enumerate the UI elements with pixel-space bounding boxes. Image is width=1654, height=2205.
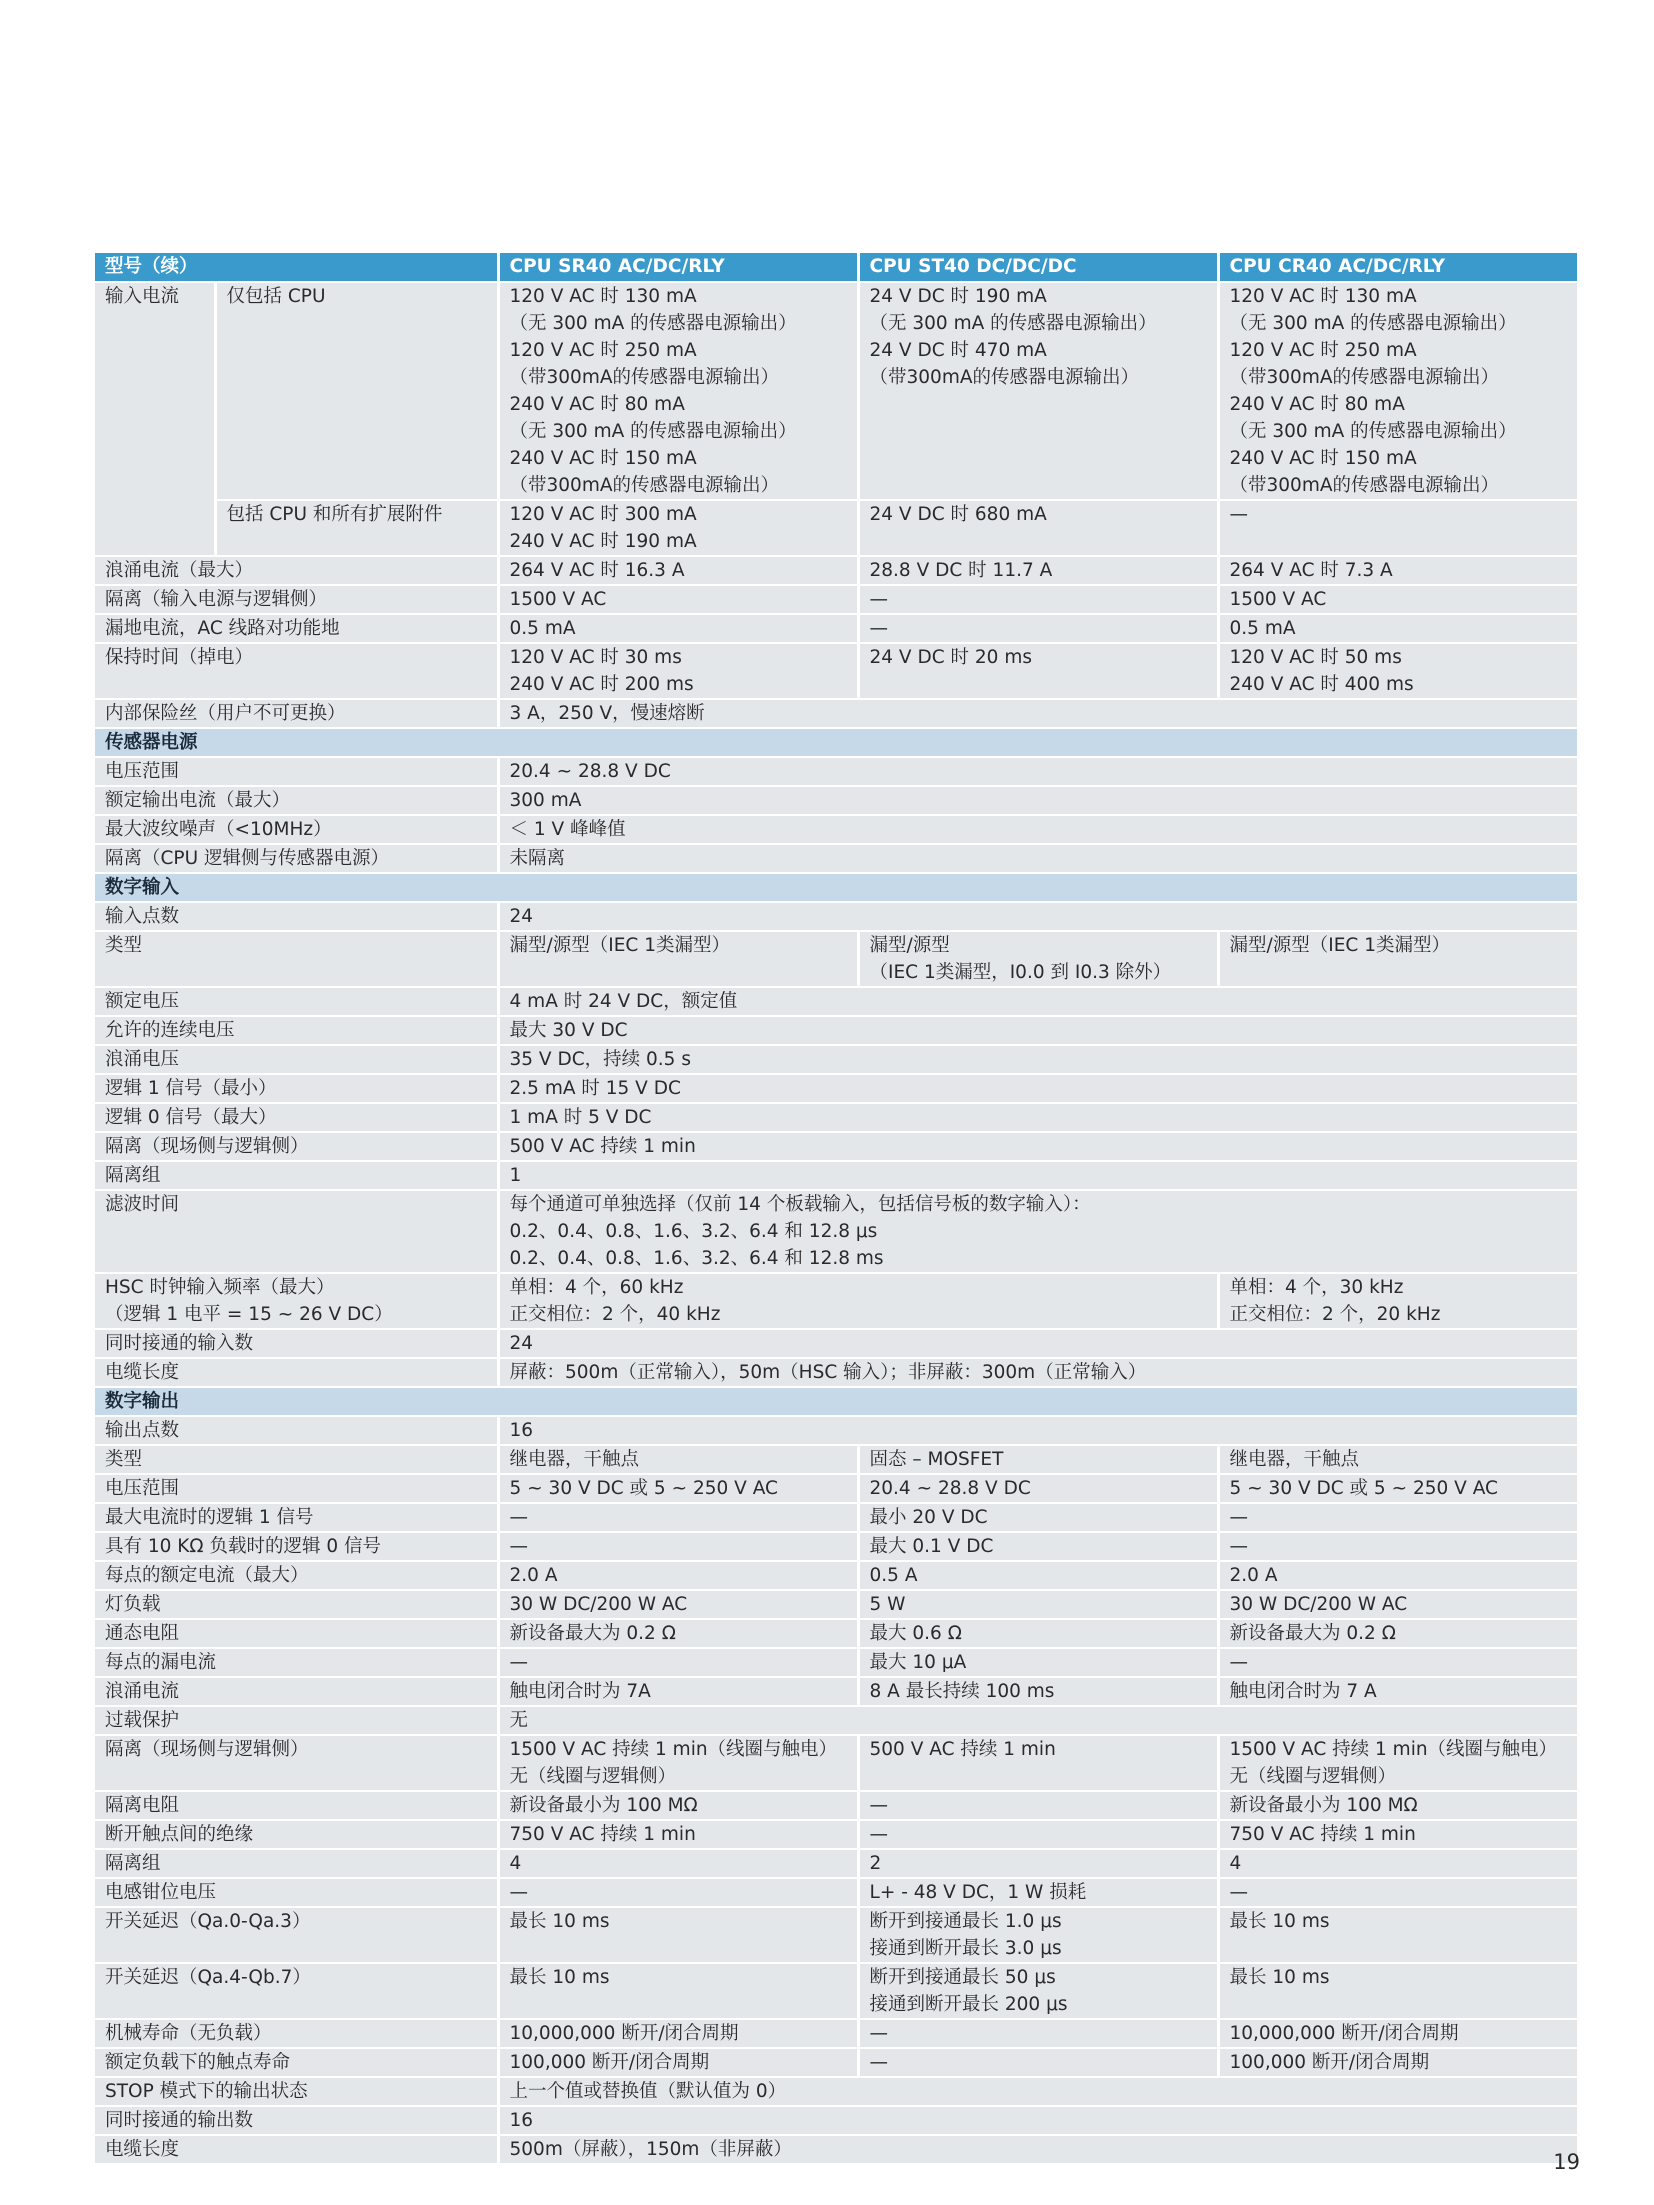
row-value: 5 ~ 30 V DC 或 5 ~ 250 V AC: [1218, 1474, 1577, 1503]
row-value: 1500 V AC: [1218, 585, 1577, 614]
row-value: 750 V AC 持续 1 min: [1218, 1820, 1577, 1849]
table-row: [95, 1416, 1577, 1445]
row-value: 固态 – MOSFET: [858, 1445, 1218, 1474]
table-row: [95, 1735, 1577, 1791]
row-label: HSC 时钟输入频率（最大） （逻辑 1 电平 = 15 ~ 26 V DC）: [95, 1273, 498, 1329]
table-row: [95, 1329, 1577, 1358]
row-value: 2.0 A: [1218, 1561, 1577, 1590]
table-row: [95, 282, 1577, 500]
row-value: 300 mA: [498, 786, 1577, 815]
row-value: 触电闭合时为 7A: [498, 1677, 858, 1706]
table-row: [95, 1503, 1577, 1532]
row-label: 灯负载: [95, 1590, 498, 1619]
row-label: 隔离（现场侧与逻辑侧）: [95, 1132, 498, 1161]
row-value: 触电闭合时为 7 A: [1218, 1677, 1577, 1706]
row-value: —: [498, 1532, 858, 1561]
row-value: 16: [498, 2106, 1577, 2135]
table-row: [95, 699, 1577, 728]
row-label: 断开触点间的绝缘: [95, 1820, 498, 1849]
row-value: 最大 30 V DC: [498, 1016, 1577, 1045]
row-value: 漏型/源型（IEC 1类漏型）: [1218, 931, 1577, 987]
row-label: 输入电流: [95, 282, 215, 556]
row-value: 500 V AC 持续 1 min: [498, 1132, 1577, 1161]
row-value: 新设备最大为 0.2 Ω: [1218, 1619, 1577, 1648]
row-value: 2.5 mA 时 15 V DC: [498, 1074, 1577, 1103]
row-label: 通态电阻: [95, 1619, 498, 1648]
table-row: [95, 1619, 1577, 1648]
row-value: —: [498, 1503, 858, 1532]
table-row: [95, 1590, 1577, 1619]
table-row: [95, 1820, 1577, 1849]
row-value: 继电器，干触点: [498, 1445, 858, 1474]
table-row: [95, 556, 1577, 585]
table-row: [95, 1706, 1577, 1735]
page-number: 19: [1553, 2150, 1580, 2174]
row-label: 隔离（输入电源与逻辑侧）: [95, 585, 498, 614]
table-row: [95, 1103, 1577, 1132]
row-label: 开关延迟（Qa.0-Qa.3）: [95, 1907, 498, 1963]
row-label: 隔离电阻: [95, 1791, 498, 1820]
row-value: ＜ 1 V 峰峰值: [498, 815, 1577, 844]
table-row: [95, 643, 1577, 699]
row-label: 逻辑 0 信号（最大）: [95, 1103, 498, 1132]
row-value: —: [858, 2019, 1218, 2048]
row-value: —: [858, 1791, 1218, 1820]
row-value: 5 W: [858, 1590, 1218, 1619]
row-value: 100,000 断开/闭合周期: [498, 2048, 858, 2077]
row-value: 新设备最小为 100 MΩ: [498, 1791, 858, 1820]
row-value: 0.5 mA: [498, 614, 858, 643]
row-value: 最大 10 μA: [858, 1648, 1218, 1677]
table-row: [95, 1561, 1577, 1590]
table-row: [95, 1791, 1577, 1820]
row-value: —: [1218, 1648, 1577, 1677]
row-value: L+ - 48 V DC，1 W 损耗: [858, 1878, 1218, 1907]
table-row: [95, 815, 1577, 844]
table-row: [95, 1016, 1577, 1045]
row-label: 漏地电流，AC 线路对功能地: [95, 614, 498, 643]
row-value: 30 W DC/200 W AC: [498, 1590, 858, 1619]
table-row: [95, 1132, 1577, 1161]
table-row: [95, 500, 1577, 556]
row-value: 最长 10 ms: [498, 1907, 858, 1963]
row-label: 每点的漏电流: [95, 1648, 498, 1677]
row-value: 最大 0.1 V DC: [858, 1532, 1218, 1561]
table-row: [95, 2048, 1577, 2077]
row-value: 未隔离: [498, 844, 1577, 873]
row-value: —: [1218, 1503, 1577, 1532]
row-value: 120 V AC 时 130 mA （无 300 mA 的传感器电源输出） 120 V AC 时 250 mA （带300mA的传感器电源输出） 240 V AC 时 80 mA （无 300 mA 的传感器电源输出） 240 V AC 时 150 mA （带300mA的传感器电源输出）: [498, 282, 858, 500]
header-col-st40: CPU ST40 DC/DC/DC: [858, 253, 1218, 282]
row-value: 24 V DC 时 190 mA （无 300 mA 的传感器电源输出） 24 V DC 时 470 mA （带300mA的传感器电源输出）: [858, 282, 1218, 500]
table-row: [95, 1532, 1577, 1561]
row-value: 3 A，250 V，慢速熔断: [498, 699, 1577, 728]
row-value: 2: [858, 1849, 1218, 1878]
table-row: [95, 987, 1577, 1016]
row-label: 电感钳位电压: [95, 1878, 498, 1907]
section-title: 传感器电源: [95, 728, 1577, 757]
table-row: [95, 902, 1577, 931]
row-value: 16: [498, 1416, 1577, 1445]
row-value: 5 ~ 30 V DC 或 5 ~ 250 V AC: [498, 1474, 858, 1503]
section-row: [95, 1387, 1577, 1416]
row-value: 最小 20 V DC: [858, 1503, 1218, 1532]
row-label: 浪涌电流（最大）: [95, 556, 498, 585]
row-value: 24: [498, 1329, 1577, 1358]
row-value: 30 W DC/200 W AC: [1218, 1590, 1577, 1619]
row-value: 28.8 V DC 时 11.7 A: [858, 556, 1218, 585]
header-col-cr40: CPU CR40 AC/DC/RLY: [1218, 253, 1577, 282]
row-value: 屏蔽：500m（正常输入），50m（HSC 输入）；非屏蔽：300m（正常输入）: [498, 1358, 1577, 1387]
row-label: 滤波时间: [95, 1190, 498, 1273]
table-row: [95, 1190, 1577, 1273]
row-label: 逻辑 1 信号（最小）: [95, 1074, 498, 1103]
row-label: 允许的连续电压: [95, 1016, 498, 1045]
row-value: —: [1218, 1532, 1577, 1561]
table-row: [95, 614, 1577, 643]
table-row: [95, 931, 1577, 987]
row-label: 输出点数: [95, 1416, 498, 1445]
row-label: 额定电压: [95, 987, 498, 1016]
spec-table: [95, 253, 1577, 2163]
table-row: [95, 2106, 1577, 2135]
table-row: [95, 1677, 1577, 1706]
table-row: [95, 1074, 1577, 1103]
table-row: [95, 585, 1577, 614]
row-label: 电缆长度: [95, 2135, 498, 2163]
row-label: 过载保护: [95, 1706, 498, 1735]
row-value: 1 mA 时 5 V DC: [498, 1103, 1577, 1132]
table-row: [95, 1358, 1577, 1387]
table-row: [95, 786, 1577, 815]
row-label: 浪涌电流: [95, 1677, 498, 1706]
row-value: 新设备最小为 100 MΩ: [1218, 1791, 1577, 1820]
spec-table-body: [95, 282, 1577, 2163]
row-value: 单相：4 个，30 kHz 正交相位：2 个，20 kHz: [1218, 1273, 1577, 1329]
row-label: 隔离组: [95, 1161, 498, 1190]
row-value: 无: [498, 1706, 1577, 1735]
row-label: 额定输出电流（最大）: [95, 786, 498, 815]
row-label: 保持时间（掉电）: [95, 643, 498, 699]
table-row: [95, 2135, 1577, 2163]
row-sublabel: 包括 CPU 和所有扩展附件: [215, 500, 498, 556]
table-header-row: [95, 253, 1577, 282]
row-value: 最长 10 ms: [498, 1963, 858, 2019]
row-value: —: [858, 614, 1218, 643]
header-model-label: 型号（续）: [95, 253, 498, 282]
row-label: 最大波纹噪声（<10MHz）: [95, 815, 498, 844]
row-value: 断开到接通最长 1.0 μs 接通到断开最长 3.0 μs: [858, 1907, 1218, 1963]
row-value: 100,000 断开/闭合周期: [1218, 2048, 1577, 2077]
row-label: 类型: [95, 931, 498, 987]
row-label: 隔离（CPU 逻辑侧与传感器电源）: [95, 844, 498, 873]
row-value: 上一个值或替换值（默认值为 0）: [498, 2077, 1577, 2106]
row-label: 最大电流时的逻辑 1 信号: [95, 1503, 498, 1532]
row-value: —: [1218, 500, 1577, 556]
row-value: 24: [498, 902, 1577, 931]
row-value: 最大 0.6 Ω: [858, 1619, 1218, 1648]
row-value: —: [1218, 1878, 1577, 1907]
row-value: 断开到接通最长 50 μs 接通到断开最长 200 μs: [858, 1963, 1218, 2019]
row-value: —: [858, 585, 1218, 614]
row-value: —: [858, 1820, 1218, 1849]
table-row: [95, 1445, 1577, 1474]
row-value: 4: [1218, 1849, 1577, 1878]
table-row: [95, 1161, 1577, 1190]
row-label: 额定负载下的触点寿命: [95, 2048, 498, 2077]
row-value: —: [858, 2048, 1218, 2077]
row-label: 同时接通的输入数: [95, 1329, 498, 1358]
row-value: 8 A 最长持续 100 ms: [858, 1677, 1218, 1706]
row-label: 输入点数: [95, 902, 498, 931]
row-value: 500 V AC 持续 1 min: [858, 1735, 1218, 1791]
row-value: 4 mA 时 24 V DC，额定值: [498, 987, 1577, 1016]
row-value: 最长 10 ms: [1218, 1963, 1577, 2019]
row-value: —: [498, 1648, 858, 1677]
table-row: [95, 1849, 1577, 1878]
row-label: 内部保险丝（用户不可更换）: [95, 699, 498, 728]
header-col-sr40: CPU SR40 AC/DC/RLY: [498, 253, 858, 282]
row-value: 1500 V AC 持续 1 min（线圈与触电） 无（线圈与逻辑侧）: [498, 1735, 858, 1791]
row-label: 开关延迟（Qa.4-Qb.7）: [95, 1963, 498, 2019]
row-label: 电压范围: [95, 1474, 498, 1503]
row-label: 隔离（现场侧与逻辑侧）: [95, 1735, 498, 1791]
row-value: 每个通道可单独选择（仅前 14 个板载输入，包括信号板的数字输入）： 0.2、0.4、0.8、1.6、3.2、6.4 和 12.8 μs 0.2、0.4、0.8、1.6、3.2、6.4 和 12.8 ms: [498, 1190, 1577, 1273]
row-value: 24 V DC 时 20 ms: [858, 643, 1218, 699]
row-value: —: [498, 1878, 858, 1907]
row-label: STOP 模式下的输出状态: [95, 2077, 498, 2106]
row-label: 电压范围: [95, 757, 498, 786]
table-row: [95, 1963, 1577, 2019]
table-row: [95, 1907, 1577, 1963]
row-value: 继电器，干触点: [1218, 1445, 1577, 1474]
row-label: 机械寿命（无负载）: [95, 2019, 498, 2048]
row-value: 35 V DC，持续 0.5 s: [498, 1045, 1577, 1074]
row-value: 120 V AC 时 300 mA 240 V AC 时 190 mA: [498, 500, 858, 556]
section-title: 数字输出: [95, 1387, 1577, 1416]
row-value: 漏型/源型 （IEC 1类漏型，I0.0 到 I0.3 除外）: [858, 931, 1218, 987]
row-value: 20.4 ~ 28.8 V DC: [858, 1474, 1218, 1503]
row-label: 电缆长度: [95, 1358, 498, 1387]
table-row: [95, 1648, 1577, 1677]
row-label: 同时接通的输出数: [95, 2106, 498, 2135]
row-label: 类型: [95, 1445, 498, 1474]
table-row: [95, 1878, 1577, 1907]
row-value: 120 V AC 时 130 mA （无 300 mA 的传感器电源输出） 120 V AC 时 250 mA （带300mA的传感器电源输出） 240 V AC 时 80 mA （无 300 mA 的传感器电源输出） 240 V AC 时 150 mA （带300mA的传感器电源输出）: [1218, 282, 1577, 500]
row-label: 隔离组: [95, 1849, 498, 1878]
row-value: 1500 V AC: [498, 585, 858, 614]
row-value: 新设备最大为 0.2 Ω: [498, 1619, 858, 1648]
row-value: 264 V AC 时 16.3 A: [498, 556, 858, 585]
row-value: 20.4 ~ 28.8 V DC: [498, 757, 1577, 786]
row-value: 120 V AC 时 30 ms 240 V AC 时 200 ms: [498, 643, 858, 699]
table-row: [95, 844, 1577, 873]
row-value: 24 V DC 时 680 mA: [858, 500, 1218, 556]
table-row: [95, 1045, 1577, 1074]
row-value: 单相：4 个，60 kHz 正交相位：2 个，40 kHz: [498, 1273, 1218, 1329]
table-row: [95, 2019, 1577, 2048]
table-row: [95, 2077, 1577, 2106]
row-value: 4: [498, 1849, 858, 1878]
row-value: 1500 V AC 持续 1 min（线圈与触电） 无（线圈与逻辑侧）: [1218, 1735, 1577, 1791]
row-value: 264 V AC 时 7.3 A: [1218, 556, 1577, 585]
row-value: 120 V AC 时 50 ms 240 V AC 时 400 ms: [1218, 643, 1577, 699]
table-row: [95, 1474, 1577, 1503]
row-value: 0.5 A: [858, 1561, 1218, 1590]
row-value: 0.5 mA: [1218, 614, 1577, 643]
table-row: [95, 1273, 1577, 1329]
row-value: 1: [498, 1161, 1577, 1190]
row-value: 漏型/源型（IEC 1类漏型）: [498, 931, 858, 987]
row-value: 500m（屏蔽），150m（非屏蔽）: [498, 2135, 1577, 2163]
section-title: 数字输入: [95, 873, 1577, 902]
row-value: 最长 10 ms: [1218, 1907, 1577, 1963]
section-row: [95, 873, 1577, 902]
row-label: 具有 10 KΩ 负载时的逻辑 0 信号: [95, 1532, 498, 1561]
row-value: 10,000,000 断开/闭合周期: [498, 2019, 858, 2048]
row-value: 10,000,000 断开/闭合周期: [1218, 2019, 1577, 2048]
section-row: [95, 728, 1577, 757]
table-row: [95, 757, 1577, 786]
row-label: 每点的额定电流（最大）: [95, 1561, 498, 1590]
row-value: 2.0 A: [498, 1561, 858, 1590]
row-label: 浪涌电压: [95, 1045, 498, 1074]
row-value: 750 V AC 持续 1 min: [498, 1820, 858, 1849]
row-sublabel: 仅包括 CPU: [215, 282, 498, 500]
